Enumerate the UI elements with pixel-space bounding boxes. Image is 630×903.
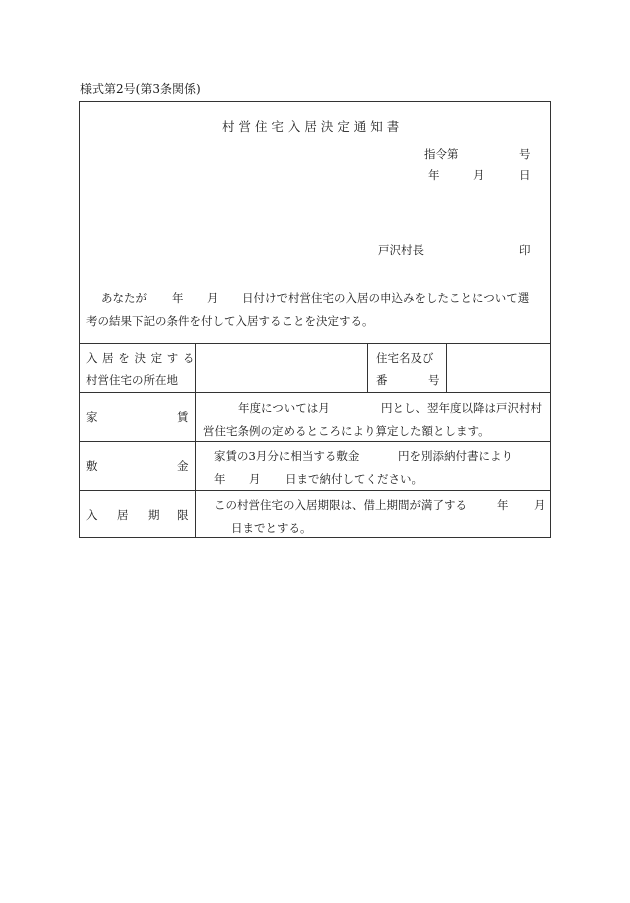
date-month-label: 月 <box>473 168 485 182</box>
rent-label-b: 賃 <box>177 410 189 424</box>
form-label: 様式第2号(第3条関係) <box>80 82 201 96</box>
deposit-text-line1-start: 家賃の3月分に相当する敷金 <box>214 449 360 463</box>
date-day-label: 日 <box>519 168 531 182</box>
term-text-month: 月 <box>534 498 546 512</box>
issuer-name: 戸沢村長 <box>378 243 424 257</box>
table-row-divider <box>79 392 551 393</box>
table-row-divider <box>79 441 551 442</box>
body-text-line2: 考の結果下記の条件を付して入居することを決定する。 <box>86 314 374 328</box>
housing-label-suffix: 号 <box>428 373 440 387</box>
table-top-border <box>79 343 551 344</box>
housing-label-number: 番 <box>376 373 388 387</box>
deposit-month: 月 <box>249 472 261 486</box>
term-label-char4: 限 <box>177 508 189 522</box>
location-label-line2: 村営住宅の所在地 <box>86 373 178 387</box>
document-title: 村 営 住 宅 入 居 決 定 通 知 書 <box>222 119 400 134</box>
ref-number-prefix: 指令第 <box>424 147 459 161</box>
term-label-char2: 居 <box>117 508 129 522</box>
rent-text-line1-end: 円とし、翌年度以降は戸沢村村 <box>381 401 542 415</box>
deposit-text-line1-end: 円を別添納付書により <box>398 449 513 463</box>
date-year-label: 年 <box>428 168 440 182</box>
term-text-line1: この村営住宅の入居期限は、借上期間が満了する <box>214 498 467 512</box>
body-text-line1-end: 日付けで村営住宅の入居の申込みをしたことについて選 <box>242 291 530 305</box>
term-label-char3: 期 <box>148 508 160 522</box>
table-housing-column-divider <box>367 343 368 392</box>
body-text-month: 月 <box>207 291 219 305</box>
body-text-year: 年 <box>172 291 184 305</box>
term-text-year: 年 <box>497 498 509 512</box>
body-text-line1-start: あなたが <box>101 291 147 305</box>
location-label-line1: 入 居 を 決 定 す る <box>86 351 195 365</box>
table-housing-value-divider <box>446 343 447 392</box>
table-row-divider <box>79 490 551 491</box>
deposit-label-b: 金 <box>177 459 189 473</box>
deposit-year: 年 <box>214 472 226 486</box>
ref-number-suffix: 号 <box>519 147 531 161</box>
rent-label-a: 家 <box>86 410 98 424</box>
table-label-column-divider <box>195 343 196 538</box>
rent-text-line1-start: 年度については月 <box>238 401 330 415</box>
housing-label-line1: 住宅名及び <box>376 351 434 365</box>
term-label-char1: 入 <box>86 508 98 522</box>
deposit-text-line2-end: 日まで納付してください。 <box>285 472 423 486</box>
deposit-label-a: 敷 <box>86 459 98 473</box>
term-text-line2: 日までとする。 <box>231 521 312 535</box>
seal-mark: 印 <box>519 243 531 257</box>
rent-text-line2: 営住宅条例の定めるところにより算定した額とします。 <box>203 424 490 438</box>
